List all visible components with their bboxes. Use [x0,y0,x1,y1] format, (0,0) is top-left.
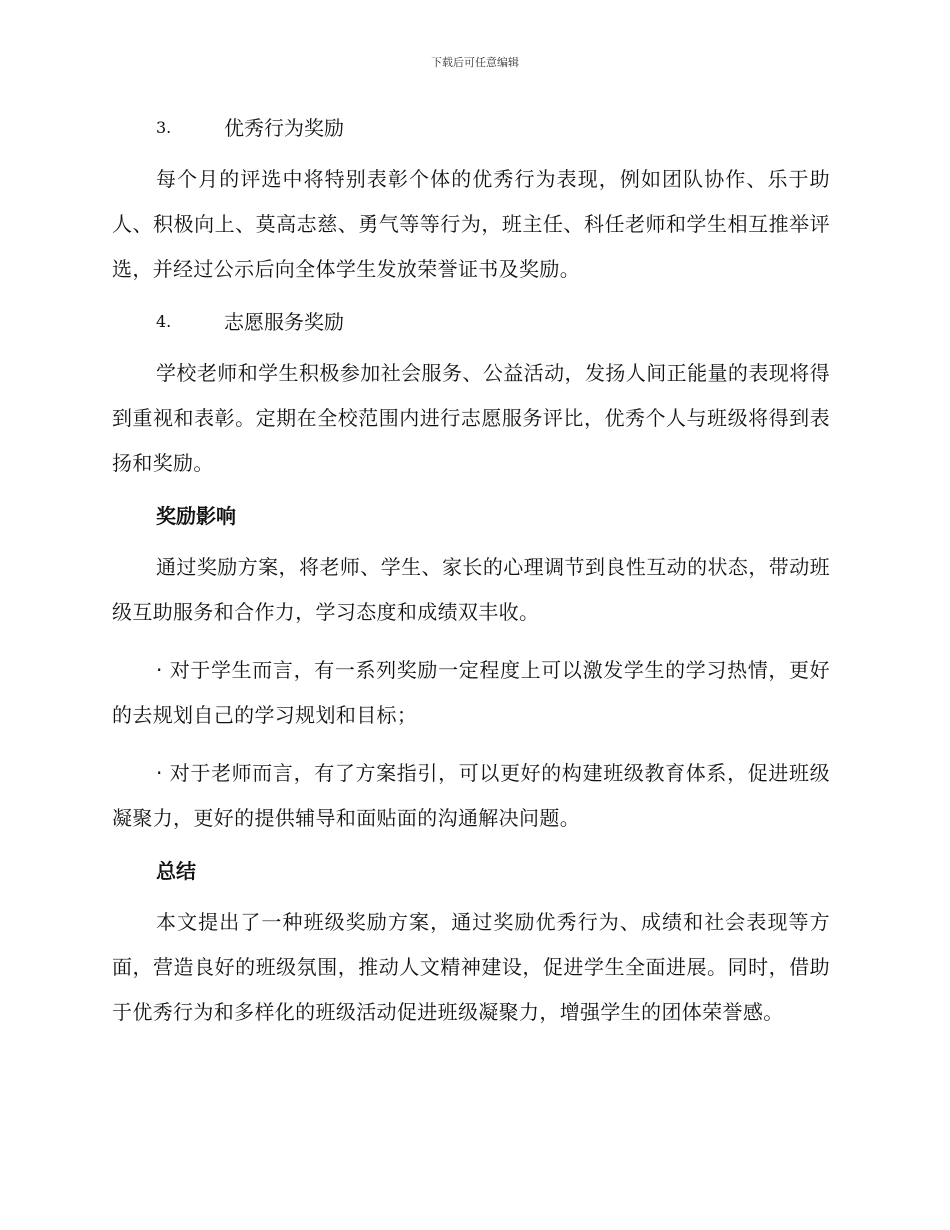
item-number: 4. [156,312,172,331]
paragraph-bullet-students: · 对于学生而言，有一系列奖励一定程度上可以激发学生的学习热情，更好的去规划自己的学习规划和目标； [112,658,830,727]
item-title: 优秀行为奖励 [224,116,344,140]
section-heading-summary: 总结 [156,859,196,883]
paragraph-excellent-behavior: 每个月的评选中将特别表彰个体的优秀行为表现，例如团队协作、乐于助人、积极向上、莫高志慈、勇气等等行为，班主任、科任老师和学生相互推举评选，并经过公示后向全体学生发放荣誉证书及奖励。 [112,167,830,281]
paragraph-volunteer-service: 学校老师和学生积极参加社会服务、公益活动，发扬人间正能量的表现将得到重视和表彰。定期在全校范围内进行志愿服务评比，优秀个人与班级将得到表扬和奖励。 [112,361,830,475]
paragraph-summary: 本文提出了一种班级奖励方案，通过奖励优秀行为、成绩和社会表现等方面，营造良好的班级氛围，推动人文精神建设，促进学生全面进展。同时，借助于优秀行为和多样化的班级活动促进班级凝聚力，增强学生的团体荣誉感。 [112,910,830,1024]
page-header: 下载后可任意编辑 [431,56,519,69]
item-heading-3 [112,112,830,144]
item-heading-4 [112,306,830,338]
paragraph-bullet-teachers: · 对于老师而言，有了方案指引，可以更好的构建班级教育体系，促进班级凝聚力，更好的提供辅导和面贴面的沟通解决问题。 [112,761,830,830]
document-body [112,112,830,1035]
item-title: 志愿服务奖励 [224,310,344,334]
section-heading-impact: 奖励影响 [156,504,236,528]
paragraph-impact-intro: 通过奖励方案，将老师、学生、家长的心理调节到良性互动的状态，带动班级互助服务和合作力，学习态度和成绩双丰收。 [112,555,830,624]
item-number: 3. [156,118,172,137]
